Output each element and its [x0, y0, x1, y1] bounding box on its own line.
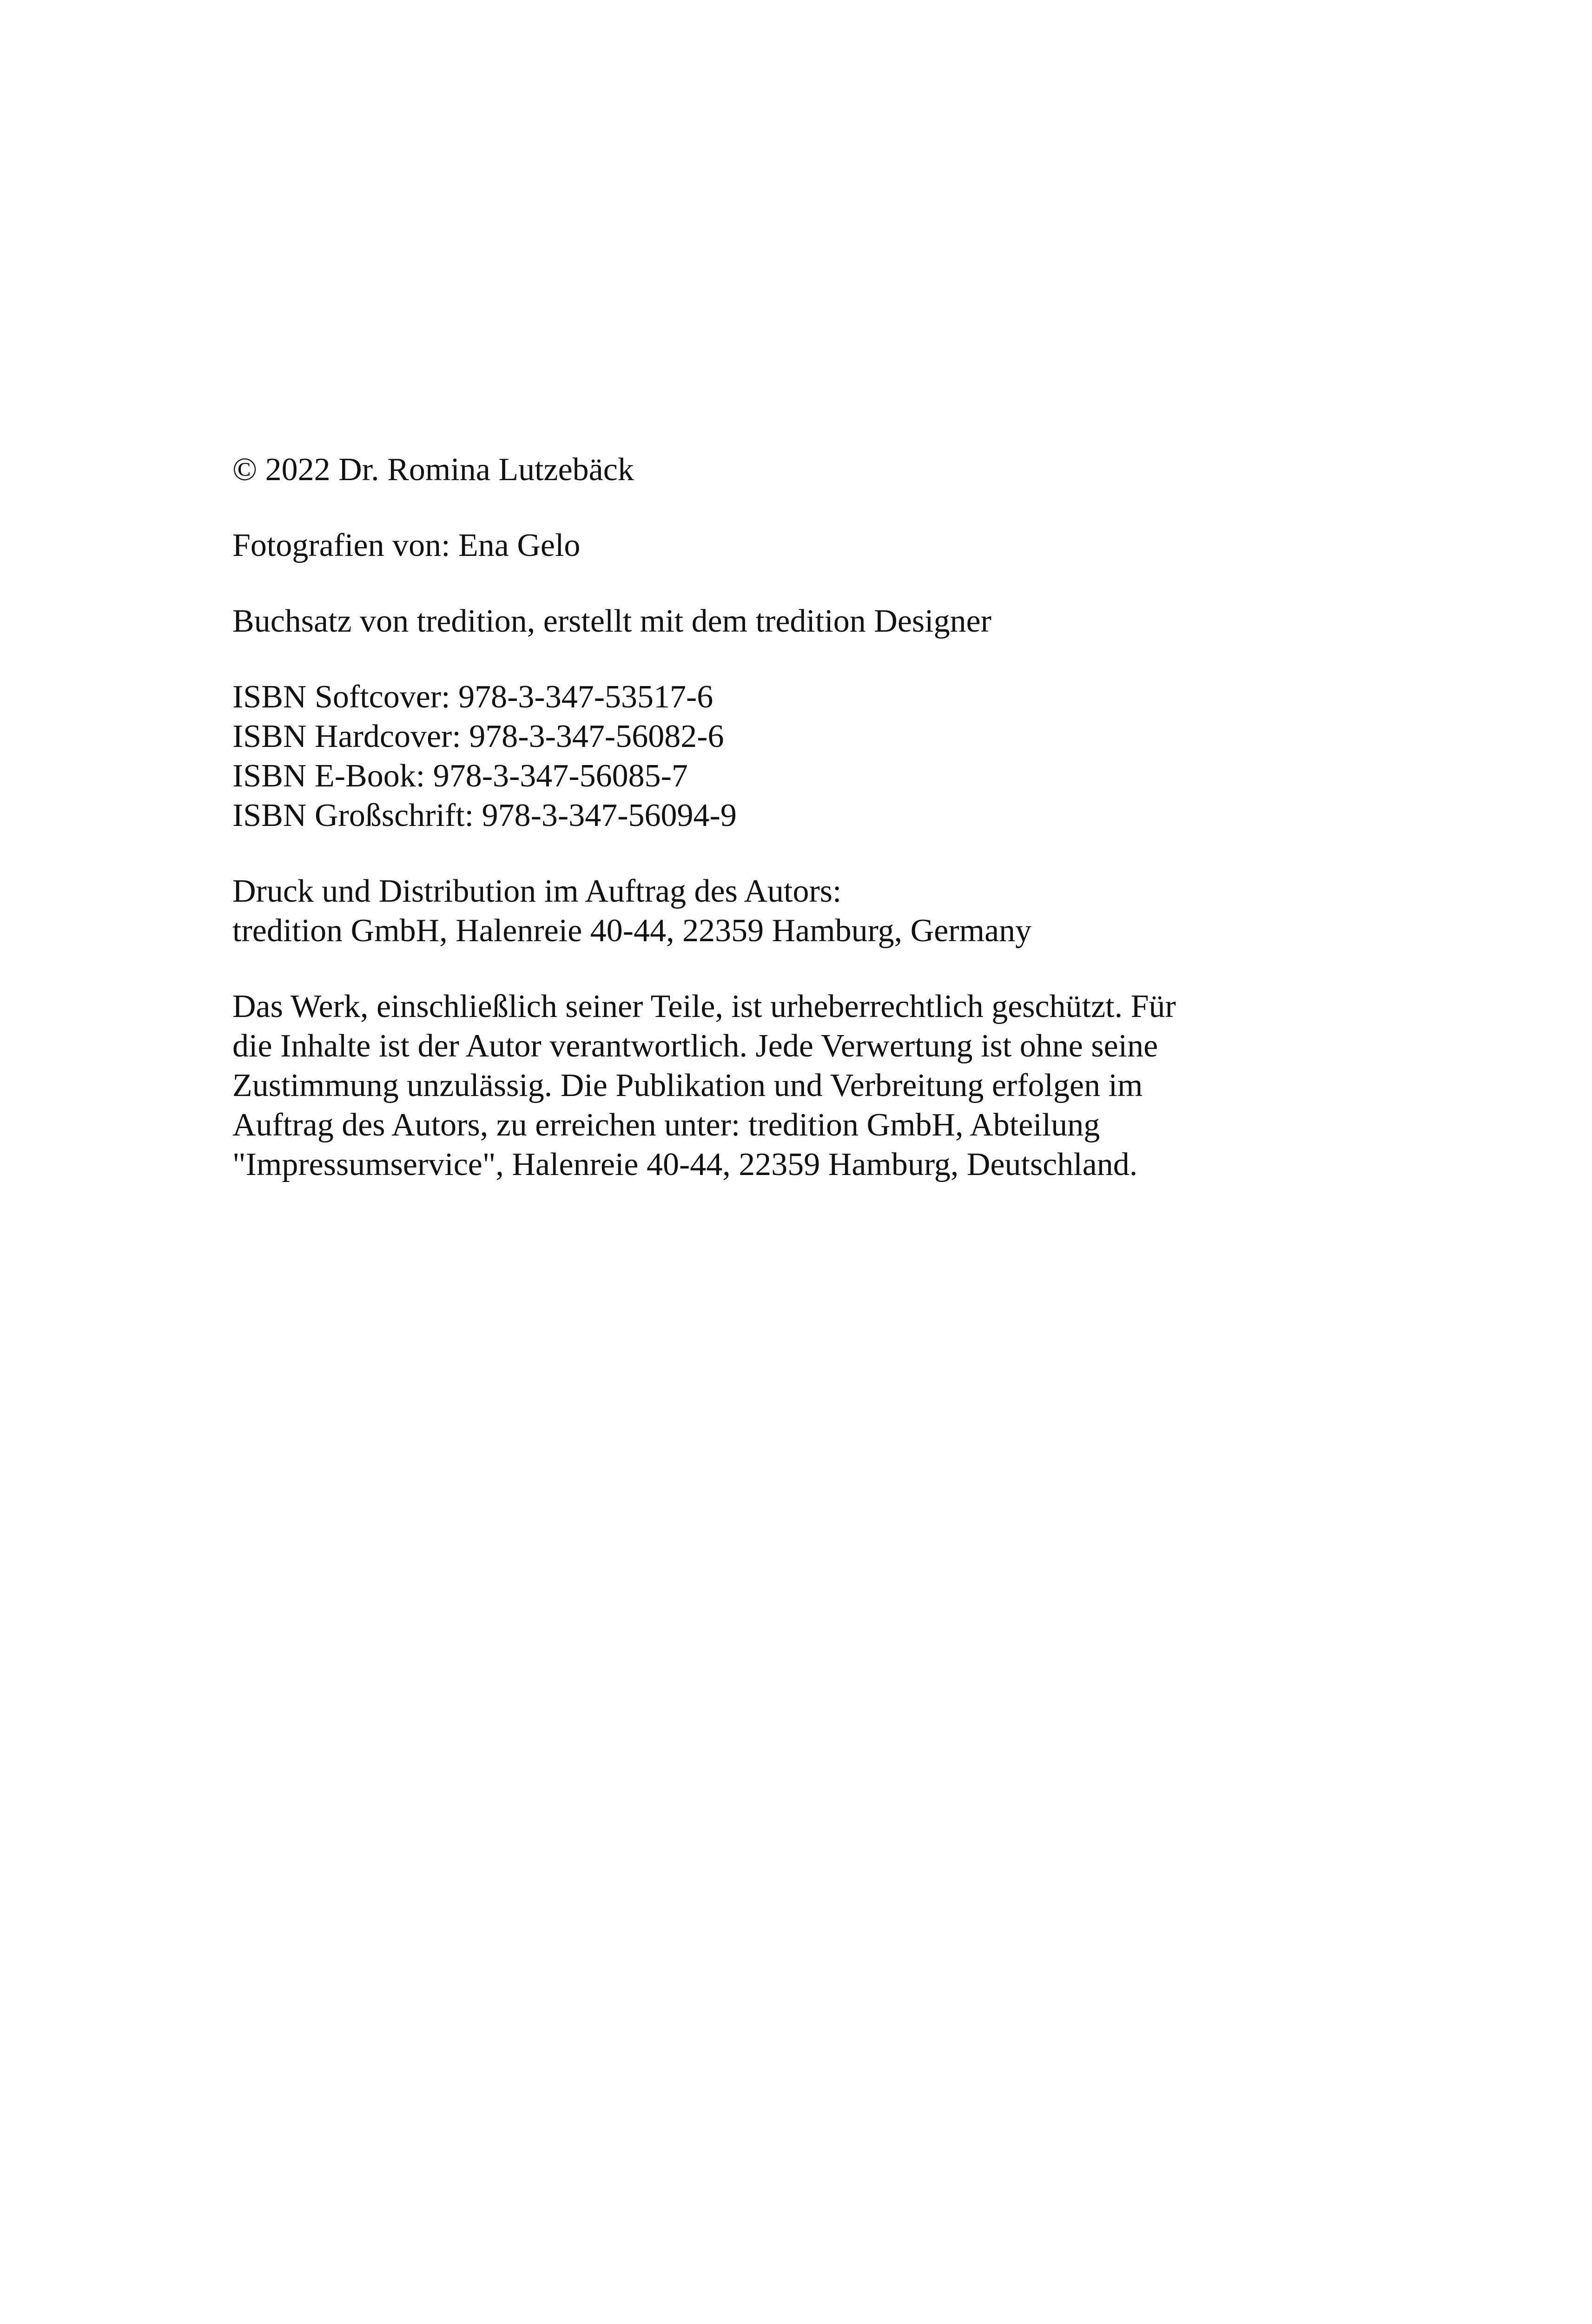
distribution-block [232, 872, 1376, 951]
isbn-block [232, 677, 1376, 835]
copyright-block [232, 450, 1376, 489]
legal-notice-line: die Inhalte ist der Autor verantwortlich. Jede Verwertung ist ohne seine [232, 1028, 1158, 1064]
photo-credit-block [232, 526, 1376, 565]
photo-credit-line: Fotografien von: Ena Gelo [232, 528, 581, 563]
isbn-large-print: ISBN Großschrift: 978-3-347-56094-9 [232, 798, 737, 833]
legal-notice-line: "Impressumservice", Halenreie 40-44, 22359 Hamburg, Deutschland. [232, 1147, 1138, 1182]
typesetting-line: Buchsatz von tredition, erstellt mit dem tredition Designer [232, 603, 991, 639]
isbn-hardcover: ISBN Hardcover: 978-3-347-56082-6 [232, 719, 724, 754]
publisher-address-line: tredition GmbH, Halenreie 40-44, 22359 Hamburg, Germany [232, 913, 1032, 949]
isbn-softcover: ISBN Softcover: 978-3-347-53517-6 [232, 679, 713, 715]
distribution-line: Druck und Distribution im Auftrag des Autors: [232, 873, 842, 909]
legal-notice-block [232, 987, 1376, 1184]
legal-notice-line: Das Werk, einschließlich seiner Teile, ist urheberrechtlich geschützt. Für [232, 989, 1176, 1024]
isbn-ebook: ISBN E-Book: 978-3-347-56085-7 [232, 758, 688, 794]
imprint-text [232, 450, 1376, 1221]
copyright-line: © 2022 Dr. Romina Lutzebäck [232, 452, 634, 488]
legal-notice-line: Auftrag des Autors, zu erreichen unter: tredition GmbH, Abteilung [232, 1107, 1100, 1143]
typesetting-block [232, 601, 1376, 641]
legal-notice-line: Zustimmung unzulässig. Die Publikation und Verbreitung erfolgen im [232, 1068, 1143, 1103]
